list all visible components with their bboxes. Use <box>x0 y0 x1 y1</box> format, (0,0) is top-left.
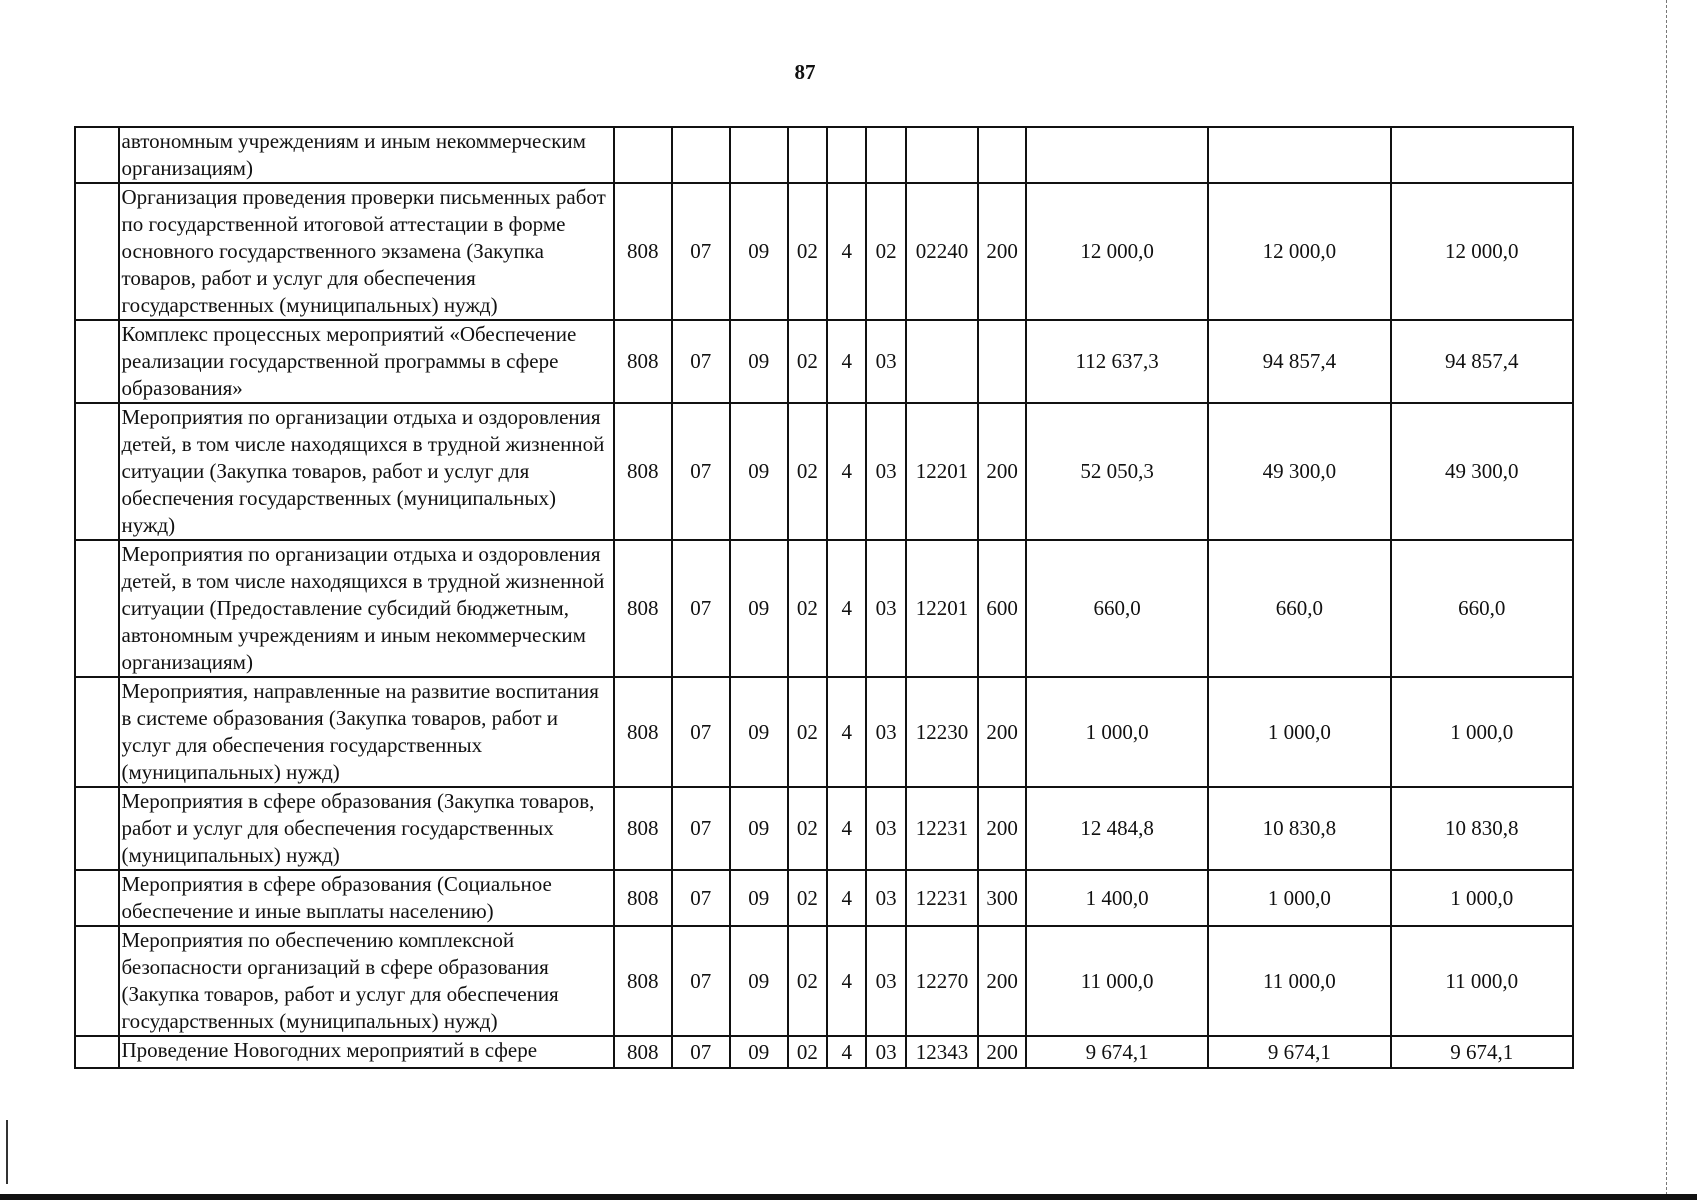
code-ministry: 808 <box>614 787 672 870</box>
code-section: 07 <box>672 787 730 870</box>
code-direction <box>906 127 979 183</box>
code-expense-type: 200 <box>978 1036 1026 1068</box>
code-expense-type: 200 <box>978 403 1026 540</box>
amount-year1 <box>1026 127 1208 183</box>
scan-mark <box>6 1120 8 1184</box>
row-description: Организация проведения проверки письменных работ по государственной итоговой аттестации в форме основного государственного экзамена (Закупка товаров, работ и услуг для обеспечения государственных (муниципальных) нужд) <box>119 183 614 320</box>
code-ministry: 808 <box>614 183 672 320</box>
code-program <box>788 127 827 183</box>
amount-year2: 9 674,1 <box>1208 1036 1390 1068</box>
amount-year3: 94 857,4 <box>1391 320 1573 403</box>
amount-year2: 1 000,0 <box>1208 870 1390 926</box>
code-subprogram: 03 <box>866 1036 905 1068</box>
code-section: 07 <box>672 1036 730 1068</box>
code-section <box>672 127 730 183</box>
table-row <box>75 320 1573 403</box>
code-expense-type: 200 <box>978 677 1026 787</box>
code-subsection: 09 <box>730 677 788 787</box>
table-row <box>75 787 1573 870</box>
amount-year1: 1 000,0 <box>1026 677 1208 787</box>
table-row <box>75 540 1573 677</box>
amount-year1: 660,0 <box>1026 540 1208 677</box>
amount-year3 <box>1391 127 1573 183</box>
row-number-cell <box>75 127 119 183</box>
code-program: 02 <box>788 677 827 787</box>
amount-year1: 9 674,1 <box>1026 1036 1208 1068</box>
code-section: 07 <box>672 183 730 320</box>
row-number-cell <box>75 677 119 787</box>
code-expense-type: 200 <box>978 787 1026 870</box>
code-type: 4 <box>827 403 866 540</box>
amount-year2: 49 300,0 <box>1208 403 1390 540</box>
code-section: 07 <box>672 320 730 403</box>
code-program: 02 <box>788 870 827 926</box>
code-subsection: 09 <box>730 320 788 403</box>
amount-year2: 660,0 <box>1208 540 1390 677</box>
code-expense-type: 200 <box>978 183 1026 320</box>
amount-year2: 1 000,0 <box>1208 677 1390 787</box>
row-number-cell <box>75 1036 119 1068</box>
code-section: 07 <box>672 403 730 540</box>
code-program: 02 <box>788 926 827 1036</box>
code-program: 02 <box>788 320 827 403</box>
row-description: Мероприятия в сфере образования (Социальное обеспечение и иные выплаты населению) <box>119 870 614 926</box>
code-direction <box>906 320 979 403</box>
amount-year1: 12 484,8 <box>1026 787 1208 870</box>
code-ministry: 808 <box>614 926 672 1036</box>
code-subprogram: 03 <box>866 403 905 540</box>
code-expense-type <box>978 320 1026 403</box>
row-number-cell <box>75 926 119 1036</box>
row-number-cell <box>75 787 119 870</box>
code-direction: 12270 <box>906 926 979 1036</box>
row-description: Мероприятия по организации отдыха и оздоровления детей, в том числе находящихся в трудной жизненной ситуации (Закупка товаров, работ и услуг для обеспечения государственных (муниципальных) нужд) <box>119 403 614 540</box>
amount-year3: 1 000,0 <box>1391 870 1573 926</box>
code-direction: 12201 <box>906 403 979 540</box>
amount-year2: 10 830,8 <box>1208 787 1390 870</box>
amount-year1: 52 050,3 <box>1026 403 1208 540</box>
code-direction: 02240 <box>906 183 979 320</box>
code-ministry: 808 <box>614 320 672 403</box>
code-type: 4 <box>827 320 866 403</box>
code-subsection: 09 <box>730 183 788 320</box>
code-type <box>827 127 866 183</box>
code-subprogram: 03 <box>866 787 905 870</box>
code-subsection <box>730 127 788 183</box>
code-section: 07 <box>672 926 730 1036</box>
amount-year1: 1 400,0 <box>1026 870 1208 926</box>
row-description: Комплекс процессных мероприятий «Обеспечение реализации государственной программы в сфере образования» <box>119 320 614 403</box>
amount-year3: 660,0 <box>1391 540 1573 677</box>
amount-year2: 94 857,4 <box>1208 320 1390 403</box>
row-number-cell <box>75 403 119 540</box>
code-subsection: 09 <box>730 787 788 870</box>
code-subsection: 09 <box>730 540 788 677</box>
table-row <box>75 870 1573 926</box>
code-subsection: 09 <box>730 926 788 1036</box>
code-subprogram: 03 <box>866 320 905 403</box>
table-row <box>75 677 1573 787</box>
code-subprogram: 03 <box>866 540 905 677</box>
table-row <box>75 926 1573 1036</box>
code-subprogram: 03 <box>866 677 905 787</box>
row-description: Мероприятия по обеспечению комплексной безопасности организаций в сфере образования (Закупка товаров, работ и услуг для обеспечения государственных (муниципальных) нужд) <box>119 926 614 1036</box>
budget-table <box>74 126 1574 1069</box>
row-description: Проведение Новогодних мероприятий в сфере <box>119 1036 614 1068</box>
code-section: 07 <box>672 540 730 677</box>
amount-year3: 1 000,0 <box>1391 677 1573 787</box>
code-type: 4 <box>827 926 866 1036</box>
code-type: 4 <box>827 540 866 677</box>
row-number-cell <box>75 320 119 403</box>
amount-year3: 10 830,8 <box>1391 787 1573 870</box>
code-program: 02 <box>788 1036 827 1068</box>
row-number-cell <box>75 183 119 320</box>
code-direction: 12201 <box>906 540 979 677</box>
code-subprogram: 03 <box>866 926 905 1036</box>
code-expense-type: 300 <box>978 870 1026 926</box>
code-program: 02 <box>788 540 827 677</box>
table-row <box>75 1036 1573 1068</box>
amount-year2: 11 000,0 <box>1208 926 1390 1036</box>
row-number-cell <box>75 540 119 677</box>
amount-year2: 12 000,0 <box>1208 183 1390 320</box>
row-number-cell <box>75 870 119 926</box>
code-direction: 12231 <box>906 870 979 926</box>
code-subprogram: 03 <box>866 870 905 926</box>
code-subsection: 09 <box>730 403 788 540</box>
code-expense-type: 600 <box>978 540 1026 677</box>
code-program: 02 <box>788 183 827 320</box>
code-type: 4 <box>827 787 866 870</box>
row-description: Мероприятия по организации отдыха и оздоровления детей, в том числе находящихся в трудной жизненной ситуации (Предоставление субсидий бюджетным, автономным учреждениям и иным некоммерческим организациям) <box>119 540 614 677</box>
table-row <box>75 403 1573 540</box>
code-type: 4 <box>827 183 866 320</box>
code-direction: 12230 <box>906 677 979 787</box>
table-row <box>75 127 1573 183</box>
code-section: 07 <box>672 677 730 787</box>
amount-year2 <box>1208 127 1390 183</box>
row-description: автономным учреждениям и иным некоммерческим организациям) <box>119 127 614 183</box>
code-ministry: 808 <box>614 403 672 540</box>
code-program: 02 <box>788 403 827 540</box>
page-edge-line <box>1666 0 1669 1200</box>
code-direction: 12231 <box>906 787 979 870</box>
amount-year3: 9 674,1 <box>1391 1036 1573 1068</box>
code-subprogram: 02 <box>866 183 905 320</box>
page-number: 87 <box>794 60 816 84</box>
amount-year3: 49 300,0 <box>1391 403 1573 540</box>
code-ministry: 808 <box>614 540 672 677</box>
table-row <box>75 183 1573 320</box>
amount-year3: 12 000,0 <box>1391 183 1573 320</box>
code-direction: 12343 <box>906 1036 979 1068</box>
code-type: 4 <box>827 1036 866 1068</box>
amount-year1: 11 000,0 <box>1026 926 1208 1036</box>
code-ministry: 808 <box>614 870 672 926</box>
code-ministry: 808 <box>614 677 672 787</box>
code-ministry: 808 <box>614 1036 672 1068</box>
code-program: 02 <box>788 787 827 870</box>
code-subsection: 09 <box>730 1036 788 1068</box>
row-description: Мероприятия в сфере образования (Закупка товаров, работ и услуг для обеспечения государственных (муниципальных) нужд) <box>119 787 614 870</box>
code-type: 4 <box>827 870 866 926</box>
scan-bottom-border <box>0 1194 1697 1200</box>
code-subprogram <box>866 127 905 183</box>
code-type: 4 <box>827 677 866 787</box>
code-section: 07 <box>672 870 730 926</box>
code-expense-type <box>978 127 1026 183</box>
amount-year1: 112 637,3 <box>1026 320 1208 403</box>
code-subsection: 09 <box>730 870 788 926</box>
code-ministry <box>614 127 672 183</box>
code-expense-type: 200 <box>978 926 1026 1036</box>
amount-year3: 11 000,0 <box>1391 926 1573 1036</box>
row-description: Мероприятия, направленные на развитие воспитания в системе образования (Закупка товаров, работ и услуг для обеспечения государственных (муниципальных) нужд) <box>119 677 614 787</box>
amount-year1: 12 000,0 <box>1026 183 1208 320</box>
